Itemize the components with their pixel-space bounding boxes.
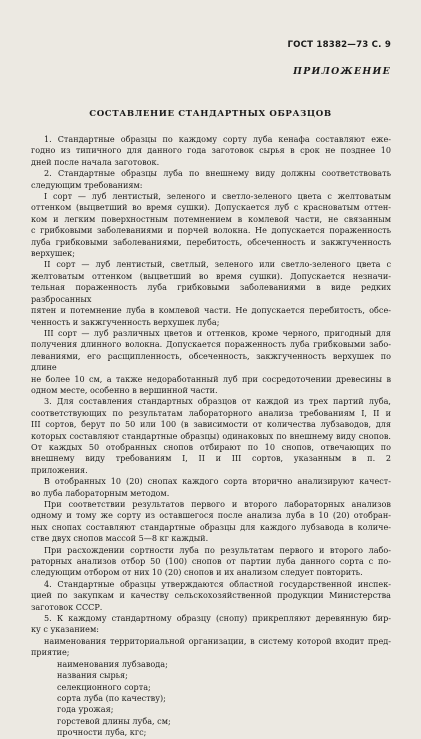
paragraph-line: приложения. xyxy=(31,464,88,475)
paragraph-line: следующим требованиям: xyxy=(31,179,143,190)
paragraph-line: приятие; xyxy=(31,647,70,658)
paragraph-line: ком и легким поверхностным потемнением в комлевой части, не связанным xyxy=(31,213,391,224)
paragraph-line: получения длинного волокна. Допускается пораженность луба грибковыми забо- xyxy=(31,339,391,350)
paragraph-line: внешнему виду требованиям I, II и III сортов, указанным в п. 2 xyxy=(31,453,391,464)
paragraph-line: во луба лабораторным методом. xyxy=(31,487,170,498)
paragraph-line: дней после начала заготовок. xyxy=(31,156,160,167)
paragraph-line: При расхождении сортности луба по результатам первого и второго лабо- xyxy=(44,544,391,555)
paragraph-line: с грибковыми заболеваниями и порчей волокна. Не допускается пораженность xyxy=(31,225,391,236)
paragraph-line: соответствующих по результатам лабораторного анализа требованиям I, II и xyxy=(31,407,391,418)
list-item: прочности луба, кгс; xyxy=(57,727,147,738)
document-body xyxy=(31,134,391,739)
paragraph-line: годно из типичного для данного года заготовок сырья в срок не позднее 10 xyxy=(31,145,391,156)
paragraph xyxy=(31,134,391,168)
paragraph-line: 1. Стандартные образцы по каждому сорту луба кенафа составляют еже- xyxy=(44,134,391,144)
paragraph-line: 5. К каждому стандартному образцу (снопу) прикрепляют деревянную бир- xyxy=(44,613,391,624)
paragraph-line: I сорт — луб лентистый, зеленого и светло-зеленого цвета с желтоватым xyxy=(44,191,391,202)
paragraph-line: одному и тому же сорту из оставшегося после анализа луба в 10 (20) отобран- xyxy=(31,510,391,521)
paragraph xyxy=(31,259,391,327)
paragraph-line: ных снопах составляют стандартные образцы для каждого лубзавода в количе- xyxy=(31,521,391,532)
list-item: селекционного сорта; xyxy=(57,681,151,692)
paragraph xyxy=(31,613,391,636)
paragraph-line: цией по закупкам и качеству сельскохозяйственной продукции Министерства xyxy=(31,590,391,601)
paragraph-line: 2. Стандартные образцы луба по внешнему виду должны соответствовать xyxy=(44,168,391,179)
paragraph xyxy=(31,476,391,499)
paragraph-line: II сорт — луб лентистый, светлый, зеленого или светло-зеленого цвета с xyxy=(44,259,391,270)
paragraph-line: наименования территориальной организации, в систему которой входит пред- xyxy=(44,635,391,646)
list-item: названия сырья; xyxy=(57,670,128,681)
label-fields-list xyxy=(31,659,391,739)
paragraph-line: леваниями, его расщипленность, обсеченность, закжгученность верхушек по длине xyxy=(31,350,391,373)
paragraph xyxy=(31,636,391,659)
paragraph xyxy=(31,191,391,259)
paragraph-line: одном месте, особенно в вершинной части. xyxy=(31,384,218,395)
paragraph-line: желтоватым оттенком (выцветший во время сушки). Допускается незначи- xyxy=(31,270,391,281)
paragraph-line: которых составляют стандартные образцы) одинаковых по внешнему виду снопов. xyxy=(31,430,391,441)
paragraph-line: пятен и потемнение луба в комлевой части. Не допускается перебитость, обсе- xyxy=(31,305,391,316)
paragraph-line: III сортов, берут по 50 или 100 (в зависимости от количества лубзаводов, для xyxy=(31,419,391,430)
paragraph-line: не более 10 см, а также недоработанный луб при сосредоточении древесины в xyxy=(31,373,391,384)
list-item: сорта луба (по качеству); xyxy=(57,692,166,703)
paragraph-line: следующим отбором от них 10 (20) снопов и их анализом следует повторить. xyxy=(31,567,363,578)
list-item: наименования лубзавода; xyxy=(57,658,168,669)
paragraph-line: III сорт — луб различных цветов и оттенков, кроме черного, пригодный для xyxy=(44,327,391,338)
paragraph-line: 3. Для составления стандартных образцов от каждой из трех партий луба, xyxy=(44,396,391,407)
list-item: года урожая; xyxy=(57,704,114,715)
paragraph xyxy=(31,499,391,545)
paragraph-line: При соответствии результатов первого и второго лабораторных анализов xyxy=(44,499,391,509)
appendix-label: ПРИЛОЖЕНИЕ xyxy=(293,66,391,77)
paragraph-line: От каждых 50 отобранных снопов отбирают по 10 снопов, отвечающих по xyxy=(31,441,391,452)
page-header: ГОСТ 18382—73 С. 9 xyxy=(287,40,391,50)
paragraph-line: оттенком (выцветший во время сушки). Допускается луб с красноватым оттен- xyxy=(31,202,391,213)
paragraph xyxy=(31,396,391,476)
list-item: горстевой длины луба, см; xyxy=(57,715,171,726)
paragraph xyxy=(31,168,391,191)
paragraph-line: заготовок СССР. xyxy=(31,601,103,612)
paragraph xyxy=(31,579,391,613)
paragraph-line: стве двух снопов массой 5—8 кг каждый. xyxy=(31,533,209,544)
paragraph-line: раторных анализов отбор 50 (100) снопов от партии луба данного сорта с по- xyxy=(31,556,391,567)
paragraph-line: луба грибковыми заболеваниями, перебитость, обсеченность и закжгученность xyxy=(31,236,391,247)
paragraph xyxy=(31,328,391,396)
paragraph-line: ку с указанием: xyxy=(31,624,99,635)
paragraph-line: 4. Стандартные образцы утверждаются областной государственной инспек- xyxy=(44,578,391,589)
section-title: СОСТАВЛЕНИЕ СТАНДАРТНЫХ ОБРАЗЦОВ xyxy=(89,109,332,119)
paragraph-line: В отобранных 10 (20) снопах каждого сорта вторично анализируют качест- xyxy=(44,476,391,487)
paragraph xyxy=(31,545,391,579)
paragraph-line: тельная пораженность луба грибковыми заболеваниями в виде редких разбросанных xyxy=(31,282,391,304)
paragraph-line: верхушек; xyxy=(31,248,75,259)
paragraph-line: ченность и закжгученность верхушек луба; xyxy=(31,316,220,327)
